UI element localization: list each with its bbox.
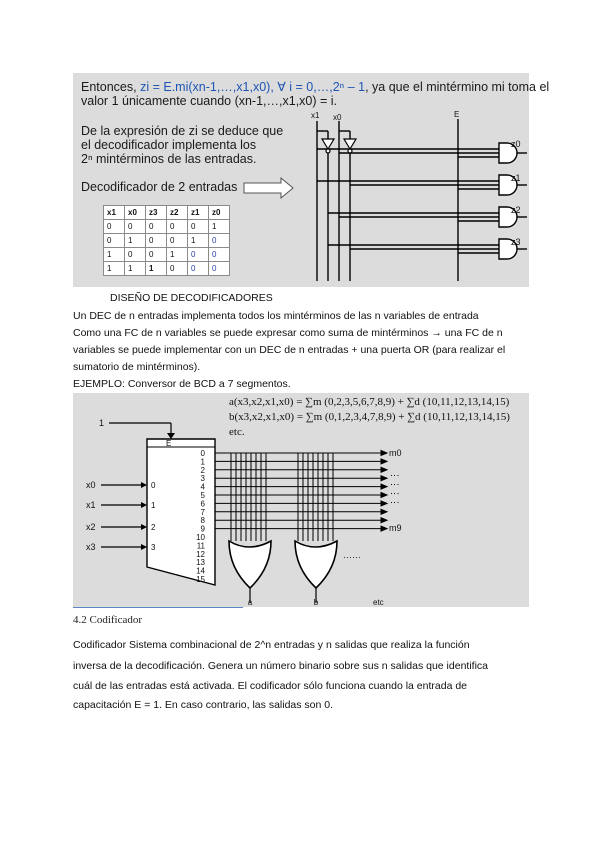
table-cell: 0 — [188, 262, 209, 276]
equation-b: b(x3,x2,x1,x0) = ∑m (0,1,2,3,4,7,8,9) + ∑d (10,11,12,13,14,15) — [229, 411, 510, 423]
output-arrow-icon — [381, 451, 387, 456]
table-cell: 1 — [125, 262, 146, 276]
decoder-output-label: 10 — [196, 533, 205, 542]
decoder-output-label: 13 — [196, 558, 205, 568]
truth-table — [103, 205, 230, 276]
table-cell: 0 — [167, 262, 188, 276]
decoder-output-label: 2 — [200, 465, 205, 475]
table-row — [104, 262, 230, 276]
table-cell: 1 — [188, 234, 209, 248]
gate-b-label: b — [313, 598, 319, 607]
paragraph-line: capacitación E = 1. En caso contrario, las salidas son 0. — [73, 699, 334, 711]
input-x2: x2 — [86, 522, 96, 532]
input-pin: 1 — [151, 501, 156, 510]
label-x1: x1 — [311, 111, 320, 120]
input-pin: 2 — [151, 523, 156, 532]
output-arrow-icon — [381, 467, 387, 472]
label-z2: z2 — [511, 205, 521, 215]
table-cell: 1 — [146, 262, 167, 276]
paragraph-line: variables se puede implementar con un DEC de n entradas + una puerta OR (para realizar el — [73, 344, 506, 356]
figure-line-1: Entonces, zi = E.mi(xn-1,…,x1,x0), ∀ i = 0,…,2ⁿ – 1, ya que el mintérmino mi toma el — [81, 80, 550, 94]
gate-a-label: a — [247, 598, 253, 607]
decoder-output-label: 15 — [196, 575, 205, 584]
label-x0: x0 — [333, 113, 342, 122]
table-cell: 0 — [188, 248, 209, 262]
output-m9-label: m9 — [389, 523, 402, 533]
paragraph-line: cuál de las entradas está activada. El codificador sólo funciona cuando la entrada de — [73, 680, 468, 692]
table-cell: 0 — [167, 220, 188, 234]
decoder-output-label: 7 — [200, 507, 205, 517]
decoder-output-label: 11 — [196, 541, 205, 551]
label-z0: z0 — [511, 139, 521, 149]
paragraph-line: inversa de la decodificación. Genera un número binario sobre sus n salidas que identifica — [73, 660, 488, 672]
paragraph-line: Como una FC de n variables se puede expresar como suma de mintérminos → una FC de n — [73, 327, 503, 339]
table-cell: 0 — [104, 234, 125, 248]
table-cell: 0 — [209, 234, 230, 248]
decoder-output-label: 1 — [200, 457, 205, 467]
input-x1: x1 — [86, 500, 96, 510]
decoder-output-label: 4 — [200, 482, 205, 492]
table-cell: 1 — [125, 234, 146, 248]
decoder-output-label: 3 — [200, 474, 205, 484]
figure-para-2: el decodificador implementa los — [81, 138, 257, 152]
table-cell: 0 — [104, 220, 125, 234]
label-e: E — [454, 110, 460, 119]
table-row — [104, 234, 230, 248]
table-cell: 1 — [104, 262, 125, 276]
output-m0-label: m0 — [389, 448, 402, 458]
figure-line-2: valor 1 únicamente cuando (xn-1,…,x1,x0) = i. — [81, 94, 338, 108]
th-z0: z0 — [209, 206, 230, 220]
table-cell: 0 — [188, 220, 209, 234]
output-arrow-icon — [381, 518, 387, 523]
th-z3: z3 — [146, 206, 167, 220]
decoder-circuit — [303, 109, 529, 287]
output-arrow-icon — [381, 526, 387, 531]
bcd-circuit — [73, 393, 529, 607]
figure-underline — [73, 607, 243, 608]
table-cell: 0 — [146, 234, 167, 248]
decoder-output-label: 0 — [200, 449, 205, 458]
decoder-output-label: 12 — [196, 549, 205, 559]
paragraph-line: sumatorio de mintérminos). — [73, 361, 201, 373]
gate-etc-label: etc — [373, 598, 384, 607]
output-arrow-icon — [381, 459, 387, 464]
example-line: EJEMPLO: Conversor de BCD a 7 segmentos. — [73, 378, 291, 390]
input-x0: x0 — [86, 480, 96, 490]
input-x3: x3 — [86, 542, 96, 552]
enable-pin-label: E — [166, 439, 172, 448]
decoder-output-label: 9 — [200, 524, 205, 534]
equation-a: a(x3,x2,x1,x0) = ∑m (0,2,3,5,6,7,8,9) + ∑d (10,11,12,13,14,15) — [229, 396, 510, 408]
input-pin: 3 — [151, 543, 156, 552]
output-arrow-icon — [381, 476, 387, 481]
bcd-converter-figure — [73, 393, 529, 607]
table-cell: 1 — [104, 248, 125, 262]
equation-etc: etc. — [229, 426, 245, 438]
table-cell: 1 — [209, 220, 230, 234]
decoder-output-label: 14 — [196, 566, 205, 576]
output-arrow-icon — [381, 493, 387, 498]
right-arrow-icon — [243, 177, 295, 199]
more-gates-dots: …… — [343, 550, 361, 560]
table-cell: 0 — [125, 248, 146, 262]
th-z1: z1 — [188, 206, 209, 220]
output-arrow-icon — [381, 484, 387, 489]
table-cell: 0 — [146, 248, 167, 262]
output-arrow-icon — [381, 501, 387, 506]
input-pin: 0 — [151, 481, 156, 490]
subsection-title: 4.2 Codificador — [73, 614, 143, 626]
enable-value: 1 — [99, 418, 105, 428]
table-row — [104, 248, 230, 262]
decoder-output-label: 6 — [200, 499, 205, 509]
label-z3: z3 — [511, 237, 521, 247]
vertical-dots: ⋮⋮⋮⋮ — [390, 471, 400, 507]
table-cell: 0 — [167, 234, 188, 248]
table-cell: 0 — [209, 248, 230, 262]
decoder-output-label: 8 — [200, 516, 205, 526]
section-title: DISEÑO DE DECODIFICADORES — [110, 292, 273, 304]
truth-table-header — [104, 206, 230, 220]
decoder-caption: Decodificador de 2 entradas — [81, 180, 238, 194]
table-cell: 0 — [125, 220, 146, 234]
paragraph-line: Codificador Sistema combinacional de 2^n entradas y n salidas que realiza la función — [73, 639, 470, 651]
table-cell: 0 — [146, 220, 167, 234]
output-arrow-icon — [381, 509, 387, 514]
decoder-figure — [73, 73, 550, 287]
paragraph-line: Un DEC de n entradas implementa todos los mintérminos de las n variables de entrada — [73, 310, 479, 322]
figure-para-3: 2ⁿ mintérminos de las entradas. — [81, 152, 257, 166]
table-cell: 1 — [167, 248, 188, 262]
decoder-output-label: 5 — [200, 491, 205, 500]
figure-para-1: De la expresión de zi se deduce que — [81, 124, 284, 138]
label-z1: z1 — [511, 173, 521, 183]
table-cell: 0 — [209, 262, 230, 276]
th-x0: x0 — [125, 206, 146, 220]
th-x1: x1 — [104, 206, 125, 220]
th-z2: z2 — [167, 206, 188, 220]
table-row — [104, 220, 230, 234]
